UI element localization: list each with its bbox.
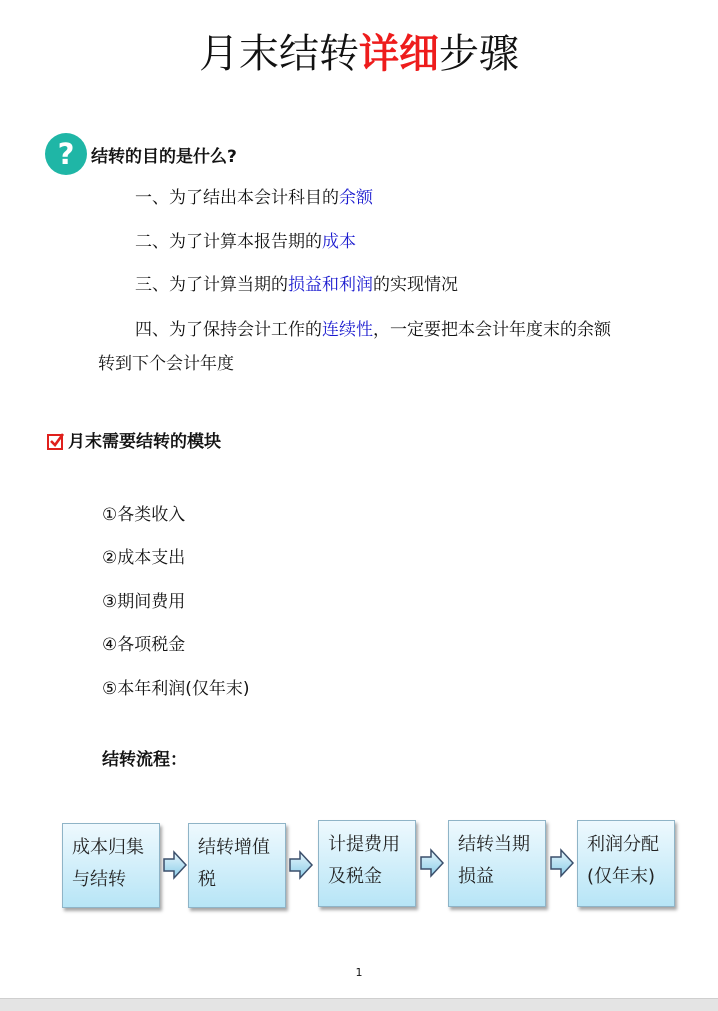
section1-heading: 结转的目的是什么? <box>91 147 237 167</box>
right-arrow-icon <box>419 848 445 878</box>
purpose-item-4-line2: 转到下个会计年度 <box>98 354 234 374</box>
module-item: ⑤本年利润(仅年末) <box>102 679 250 699</box>
flow-step-1-line2: 与结转 <box>72 869 126 890</box>
flow-step-5-line1: 利润分配 <box>587 834 659 855</box>
flow-step-2 <box>188 823 286 908</box>
purpose-item-3-text: 三、为了计算当期的 <box>135 275 288 295</box>
purpose-item-2 <box>135 230 356 254</box>
purpose-item-2-keyword: 成本 <box>322 232 356 252</box>
purpose-item-3-keyword: 损益和利润 <box>288 275 373 295</box>
purpose-item-4-keyword: 连续性 <box>322 320 373 340</box>
page-title <box>0 28 718 80</box>
page-number: 1 <box>355 966 363 979</box>
right-arrow-icon <box>549 848 575 878</box>
checkbox-checked-icon <box>47 434 63 450</box>
section2-heading: 月末需要结转的模块 <box>68 432 221 452</box>
right-arrow-icon <box>288 850 314 880</box>
flow-step-3-line1: 计提费用 <box>328 834 400 855</box>
flow-step-5-line2: (仅年末) <box>587 866 656 887</box>
question-icon: ? <box>45 133 87 175</box>
title-part1: 月末结转 <box>199 31 359 77</box>
purpose-item-1-keyword: 余额 <box>339 188 373 208</box>
module-item: ③期间费用 <box>102 592 186 612</box>
module-item: ②成本支出 <box>102 548 186 568</box>
purpose-item-1 <box>135 186 373 210</box>
purpose-item-4-text: 四、为了保持会计工作的 <box>135 320 322 340</box>
flow-heading: 结转流程： <box>102 750 187 770</box>
flow-step-3-line2: 及税金 <box>328 866 382 887</box>
purpose-item-1-text: 一、为了结出本会计科目的 <box>135 188 339 208</box>
right-arrow-icon <box>162 850 188 880</box>
flow-step-5 <box>577 820 675 907</box>
module-item: ④各项税金 <box>102 635 186 655</box>
purpose-item-4 <box>135 318 611 342</box>
title-highlight: 详细 <box>359 31 439 77</box>
flow-step-4-line1: 结转当期 <box>458 834 530 855</box>
purpose-item-2-text: 二、为了计算本报告期的 <box>135 232 322 252</box>
purpose-item-3 <box>135 273 458 297</box>
purpose-item-4-suffix: ，一定要把本会计年度末的余额 <box>373 320 611 340</box>
flow-step-1 <box>62 823 160 908</box>
purpose-item-3-suffix: 的实现情况 <box>373 275 458 295</box>
bottom-scrollbar[interactable] <box>0 998 718 1011</box>
flow-step-2-line2: 税 <box>198 869 216 890</box>
flow-step-4-line2: 损益 <box>458 866 494 887</box>
flow-step-1-line1: 成本归集 <box>72 837 144 858</box>
flow-step-3 <box>318 820 416 907</box>
module-item: ①各类收入 <box>102 505 186 525</box>
flow-step-2-line1: 结转增值 <box>198 837 270 858</box>
flow-step-4 <box>448 820 546 907</box>
title-part2: 步骤 <box>439 31 519 77</box>
